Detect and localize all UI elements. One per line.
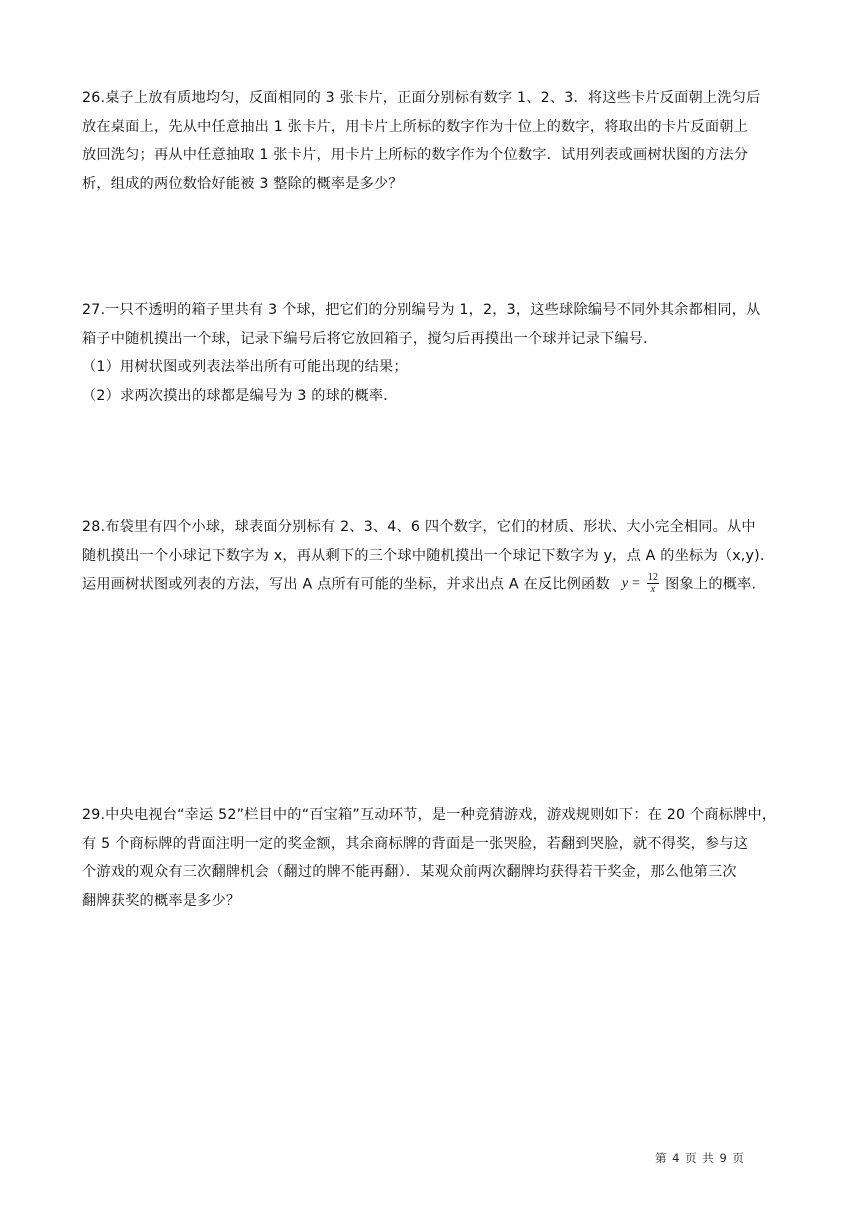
problem-text-line: 29.中央电视台“幸运 52”栏目中的“百宝箱”互动环节，是一种竞猜游戏，游戏规则如下：在 20 个商标牌中， [82, 807, 777, 823]
formula-lhs: y [621, 576, 629, 591]
problem-text-line: 26.桌子上放有质地均匀，反面相同的 3 张卡片，正面分别标有数字 1、2、3．将这些卡片反面朝上洗匀后 [82, 90, 761, 106]
problem-subquestion-1: （1）用树状图或列表法举出所有可能出现的结果； [82, 359, 408, 375]
inverse-proportion-formula [622, 570, 659, 599]
problem-text-line: 放在桌面上，先从中任意抽出 1 张卡片，用卡片上所标的数字作为十位上的数字，将取出的卡片反面朝上 [82, 118, 749, 135]
problem-text-line: 随机摸出一个小球记下数字为 x，再从剩下的三个球中随机摸出一个球记下数字为 y，点 A 的坐标为（x,y). [82, 547, 765, 564]
problem-text-tail: 图象上的概率. [665, 576, 757, 593]
formula-equals: = [628, 576, 644, 591]
problem-text-line: 放回洗匀；再从中任意抽取 1 张卡片，用卡片上所标的数字作为个位数字．试用列表或画树状图的方法分 [82, 147, 749, 163]
page-number-footer: 第 4 页 共 9 页 [655, 1151, 745, 1165]
problem-text-line: 箱子中随机摸出一个球，记录下编号后将它放回箱子，搅匀后再摸出一个球并记录下编号． [82, 330, 658, 347]
problem-text-line: 有 5 个商标牌的背面注明一定的奖金额，其余商标牌的背面是一张哭脸，若翻到哭脸，就不得奖，参与这 [82, 835, 749, 852]
problem-text-line-with-formula [82, 570, 782, 599]
problem-text-line: 27.一只不透明的箱子里共有 3 个球，把它们的分别编号为 1，2，3，这些球除编号不同外其余都相同，从 [82, 302, 761, 318]
problem-28 [82, 513, 782, 599]
problem-text-line: 翻牌获奖的概率是多少？ [82, 892, 241, 909]
problem-text-segment: 运用画树状图或列表的方法，写出 A 点所有可能的坐标，并求出点 A 在反比例函数 [82, 576, 610, 593]
problem-29 [82, 801, 782, 915]
problem-text-line: 个游戏的观众有三次翻牌机会（翻过的牌不能再翻）．某观众前两次翻牌均获得若干奖金，那么他第三次 [82, 864, 737, 880]
formula-denominator: x [650, 584, 656, 596]
problem-text-line: 析，组成的两位数恰好能被 3 整除的概率是多少？ [82, 175, 403, 192]
formula-numerator: 12 [647, 572, 659, 584]
problem-26 [82, 84, 782, 198]
problem-subquestion-2: （2）求两次摸出的球都是编号为 3 的球的概率． [82, 387, 398, 404]
formula-fraction [647, 572, 659, 595]
problem-text-line: 28.布袋里有四个小球，球表面分别标有 2、3、4、6 四个数字，它们的材质、形状、大小完全相同。从中 [82, 519, 756, 535]
problem-27 [82, 296, 782, 410]
